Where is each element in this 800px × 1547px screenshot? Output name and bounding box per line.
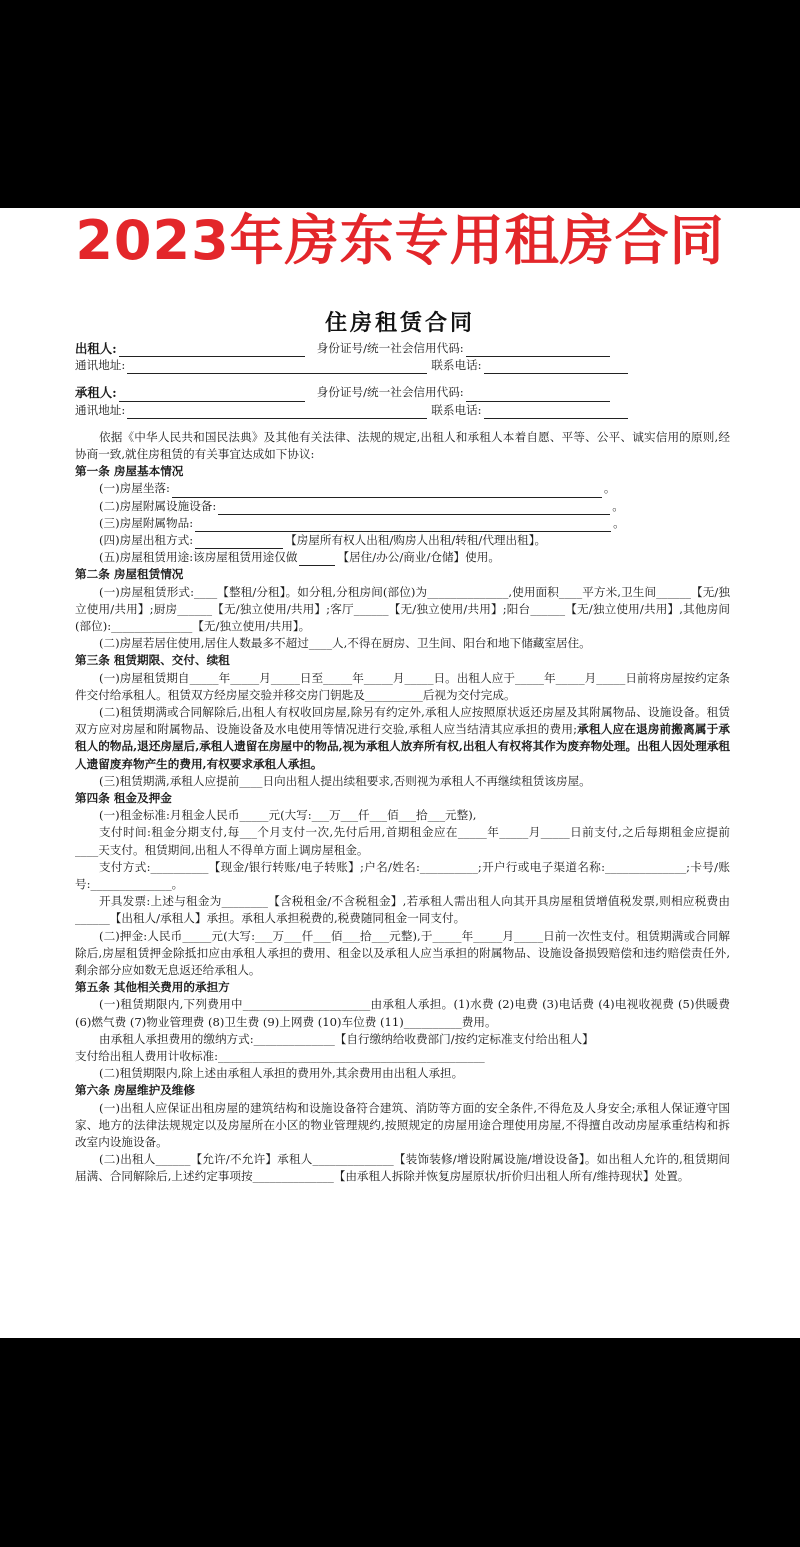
lessee-phone-blank (484, 406, 628, 419)
top-black-bar (0, 0, 800, 208)
a4-paragraph-3: 支付方式:__________【现金/银行转账/电子转账】;户名/姓名:__________;开户行或电子渠道名称:______________;卡号/账号:______________。 (75, 859, 730, 891)
a3-paragraph-3: (三)租赁期满,承租人应提前____日向出租人提出续租要求,否则视为承租人不再继续租赁该房屋。 (99, 773, 591, 788)
banner-title: 2023年房东专用租房合同 (75, 209, 725, 272)
a1-item-2: (二)房屋附属设施设备: (99, 498, 217, 513)
lessor-address-blank (127, 361, 427, 374)
a3-paragraph-2 (75, 704, 730, 773)
a1-item-3: (三)房屋附属物品: (99, 515, 194, 530)
lessee-id-blank (466, 389, 610, 402)
a1-item-3-end: 。 (613, 515, 625, 530)
lessor-label: 出租人: (75, 340, 117, 356)
a1-item-1-blank (172, 485, 602, 498)
lessee-name-blank (119, 389, 305, 402)
a1-item-4: (四)房屋出租方式: (99, 532, 194, 547)
a1-item-4-blank (195, 536, 283, 549)
lessee-address-blank (127, 406, 427, 419)
a5-paragraph-2: 由承租人承担费用的缴纳方式:______________【自行缴纳给收费部门/按约定标准支付给出租人】 (99, 1031, 594, 1046)
a6-paragraph-2: (二)出租人______【允许/不允许】承租人______________【装饰装修/增设附属设施/增设设备】。如出租人允许的,租赁期间届满、合同解除后,上述约定事项按______________【由承租人拆除并恢复房屋原状/折价归出租人所有/维持现状】处置。 (75, 1152, 730, 1184)
document-title: 住房租赁合同 (324, 310, 475, 336)
a2-paragraph-1: (一)房屋租赁形式:____【整租/分租】。如分租,分租房间(部位)为______________,使用面积____平方米,卫生间______【无/独立使用/共用】;厨房______【无/独立使用/共用】;客厅______【无/独立使用/共用】;阳台______【无/独立使用/共用】,其他房间(部位):______________【无/独立使用/共用】。 (75, 584, 730, 633)
lessor-id-label: 身份证号/统一社会信用代码: (316, 340, 464, 355)
a4-paragraph-1: (一)租金标准:月租金人民币_____元(大写:___万___仟___佰___拾___元整), (99, 808, 477, 823)
lessee-block (75, 384, 730, 418)
article-2-title: 第二条 房屋租赁情况 (75, 567, 184, 582)
a1-item-4-options: 【房屋所有权人出租/购房人出租/转租/代理出租】。 (285, 532, 547, 547)
a1-item-3-blank (195, 519, 611, 532)
lessor-address-label: 通讯地址: (75, 358, 126, 373)
lessee-address-label: 通讯地址: (75, 402, 126, 417)
article-4-title: 第四条 租金及押金 (75, 790, 172, 805)
article-5-title: 第五条 其他相关费用的承担方 (75, 980, 230, 995)
a1-item-2-blank (218, 502, 610, 515)
lessor-id-blank (466, 344, 610, 357)
article-6-title: 第六条 房屋维护及维修 (75, 1083, 195, 1098)
article-3-title: 第三条 租赁期限、交付、续租 (75, 653, 230, 668)
a1-item-5: (五)房屋租赁用途:该房屋租赁用途仅做 (99, 550, 298, 565)
lessee-id-label: 身份证号/统一社会信用代码: (316, 385, 464, 400)
a4-paragraph-2: 支付时间:租金分期支付,每___个月支付一次,先付后用,首期租金应在_____年_____月_____日前支付,之后每期租金应提前____天支付。租赁期间,出租人不得单方面上调房屋租金。 (75, 825, 730, 857)
a4-paragraph-5: (二)押金:人民币_____元(大写:___万___仟___佰___拾___元整),于_____年_____月_____日前一次性支付。租赁期满或合同解除后,房屋租赁押金除抵扣应由承租人承担的费用、租金以及承租人应当承担的附属物品、设施设备损毁赔偿和违约赔偿责任外,剩余部分应如数无息返还给承租人。 (75, 928, 730, 977)
a1-item-1-end: 。 (603, 481, 616, 496)
document-page (0, 208, 800, 1338)
a6-paragraph-1: (一)出租人应保证出租房屋的建筑结构和设施设备符合建筑、消防等方面的安全条件,不得危及人身安全;承租人保证遵守国家、地方的法律法规规定以及房屋所在小区的物业管理规约,按照规定的房屋用途合理使用房屋,不得擅自改动房屋承重结构和拆改室内设施设备。 (75, 1100, 730, 1149)
a3-paragraph-2-bold: 承租人应在退房前搬离属于承租人的物品,退还房屋后,承租人遗留在房屋中的物品,视为承租人放弃所有权,出租人有权将其作为废弃物处理。出租人因处理承租人遗留废弃物产生的费用,有权要求承租人承担。 (75, 722, 730, 771)
lessor-phone-label: 联系电话: (431, 358, 482, 373)
a5-paragraph-4: (二)租赁期限内,除上述由承租人承担的费用外,其余费用由出租人承担。 (99, 1066, 464, 1081)
a3-paragraph-2-normal: (二)租赁期满或合同解除后,出租人有权收回房屋,除另有约定外,承租人应按照原状返还房屋及其附属物品、设施设备。租赁双方应对房屋和附属物品、设施设备及水电使用等情况进行交验,承租人应当结清其应承担的费用; (75, 704, 730, 737)
lessee-phone-label: 联系电话: (431, 402, 482, 417)
a3-paragraph-1: (一)房屋租赁期自_____年_____月_____日至_____年_____月_____日。出租人应于_____年_____月_____日前将房屋按约定条件交付给承租人。租赁双方经房屋交验并移交房门钥匙及__________后视为交付完成。 (75, 670, 730, 702)
a5-paragraph-3: 支付给出租人费用计收标准:______________________________________________ (75, 1048, 485, 1063)
lessor-phone-blank (484, 361, 628, 374)
a4-paragraph-4: 开具发票:上述与租金为________【含税租金/不含税租金】,若承租人需出租人向其开具房屋租赁增值税发票,则相应税费由______【出租人/承租人】承担。承租人承担税费的,税费随同租金一同支付。 (75, 894, 730, 926)
article-1-title: 第一条 房屋基本情况 (75, 464, 184, 479)
a1-item-1: (一)房屋坐落: (99, 481, 170, 496)
a1-item-2-end: 。 (612, 498, 624, 513)
a1-item-5-options: 【居住/办公/商业/仓储】使用。 (337, 550, 500, 565)
intro-paragraph: 依据《中华人民共和国民法典》及其他有关法律、法规的规定,出租人和承租人本着自愿、平等、公平、诚实信用的原则,经协商一致,就住房租赁的有关事宜达成如下协议: (75, 429, 730, 461)
contract-body (75, 340, 730, 1186)
bottom-black-bar (0, 1338, 800, 1547)
lessor-block (75, 340, 730, 374)
a1-item-5-blank (299, 553, 335, 566)
lessee-label: 承租人: (75, 385, 117, 401)
a2-paragraph-2: (二)房屋若居住使用,居住人数最多不超过____人,不得在厨房、卫生间、阳台和地下储藏室居住。 (99, 636, 591, 651)
lessor-name-blank (119, 344, 305, 357)
a5-paragraph-1: (一)租赁期限内,下列费用中______________________由承租人承担。(1)水费 (2)电费 (3)电话费 (4)电视收视费 (5)供暖费 (6)燃气费 (7)物业管理费 (8)卫生费 (9)上网费 (10)车位费 (11)__________费用。 (75, 997, 730, 1029)
